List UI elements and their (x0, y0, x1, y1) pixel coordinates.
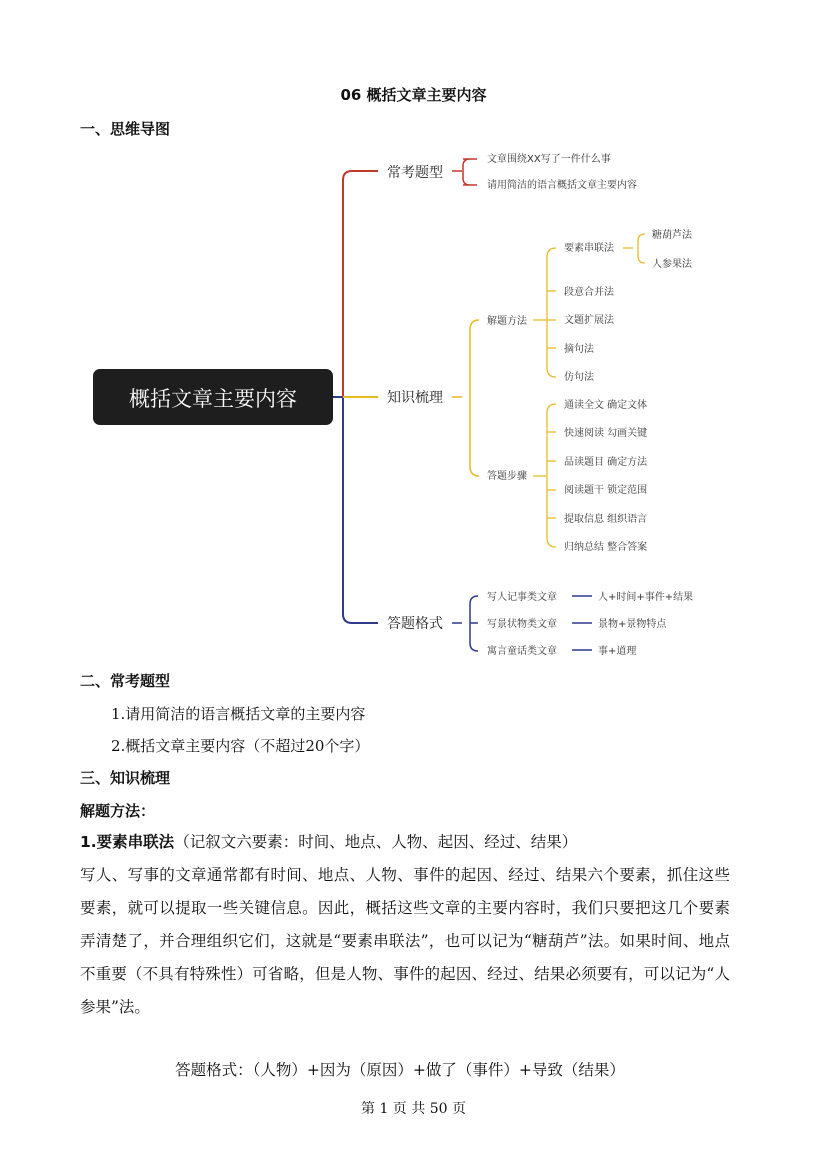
method-lead: 1.要素串联法 (80, 833, 175, 851)
branch-exam-label: 常考题型 (387, 165, 443, 181)
step-3: 品读题目 确定方法 (564, 457, 648, 468)
format-type-1: 写人记事类文章 (487, 592, 557, 603)
exam-item-2: 请用简洁的语言概括文章主要内容 (487, 180, 637, 191)
exam-bracket (452, 159, 477, 185)
branch-line-format (343, 397, 378, 623)
element-chain-bracket (623, 234, 645, 263)
method-body: 写人、写事的文章通常都有时间、地点、人物、事件的起因、经过、结果六个要素，抓住这些要素，就可以提取一些关键信息。因此，概括这些文章的主要内容时，我们只要把这几个要素弄清楚了，并合理组织它们，这就是“要素串联法”，也可以记为“糖葫芦”法。如果时间、地点不重要（不具有特殊性）可省略，但是人物、事件的起因、经过、结果必须要有，可以记为“人参果”法。 (80, 866, 730, 1016)
method-title-expand: 文题扩展法 (564, 315, 614, 326)
step-5: 提取信息 组织语言 (564, 514, 648, 525)
question-1: 1.请用简洁的语言概括文章的主要内容 (111, 705, 366, 723)
page-footer: 第 1 页 共 50 页 (361, 1101, 466, 1117)
method-element-chain: 要素串联法 (564, 243, 614, 254)
exam-item-1: 文章围绕XX写了一件什么事 (487, 154, 611, 165)
method-lead-line (80, 826, 730, 859)
section-heading-questions: 二、常考题型 (80, 672, 171, 690)
branch-format-label: 答题格式 (387, 616, 443, 632)
question-2: 2.概括文章主要内容（不超过20个字） (111, 737, 370, 755)
step-6: 归纳总结 整合答案 (564, 542, 648, 553)
page-title: 06 概括文章主要内容 (340, 86, 487, 104)
section-heading-mindmap: 一、思维导图 (80, 120, 171, 138)
branch-line-exam (343, 171, 378, 397)
branch-knowledge-label: 知识梳理 (387, 390, 443, 406)
sub-candied-haws: 糖葫芦法 (652, 230, 692, 241)
methods-bracket (533, 248, 556, 377)
method-imitate-sentence: 仿句法 (564, 372, 594, 383)
method-extract-sentence: 摘句法 (564, 344, 594, 355)
root-label: 概括文章主要内容 (129, 387, 297, 411)
steps-bracket (533, 404, 556, 547)
format-value-1: 人+时间+事件+结果 (598, 592, 694, 603)
step-1: 通读全文 确定文体 (564, 400, 648, 411)
methods-label: 解题方法 (487, 316, 527, 327)
mind-map (0, 140, 827, 660)
steps-label: 答题步骤 (487, 471, 527, 482)
method-note: （记叙文六要素：时间、地点、人物、起因、经过、结果） (174, 833, 578, 851)
format-type-2: 写景状物类文章 (487, 619, 557, 630)
method-heading: 解题方法： (80, 802, 156, 820)
sub-ginseng-fruit: 人参果法 (652, 259, 692, 270)
format-type-3: 寓言童话类文章 (487, 646, 557, 657)
knowledge-bracket (452, 320, 479, 476)
format-value-3: 事+道理 (598, 646, 637, 657)
method-merge-paragraph: 段意合并法 (564, 287, 614, 298)
step-4: 阅读题干 锁定范围 (564, 485, 648, 496)
step-2: 快速阅读 勾画关键 (564, 428, 648, 439)
format-bracket (452, 596, 478, 651)
method-paragraph (80, 826, 730, 1024)
format-value-2: 景物+景物特点 (598, 619, 667, 630)
section-heading-knowledge: 三、知识梳理 (80, 769, 171, 787)
answer-formula: 答题格式：（人物）+因为（原因）+做了（事件）+导致（结果） (175, 1061, 625, 1079)
